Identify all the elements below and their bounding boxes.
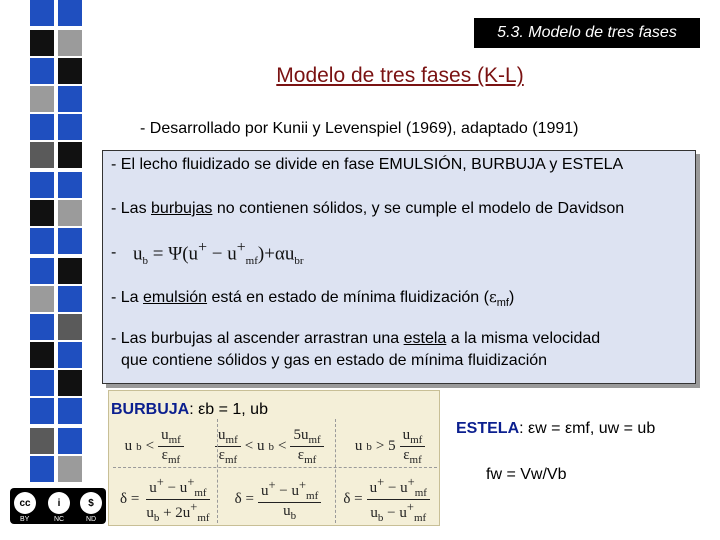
panel-line-phases: - El lecho fluidizado se divide en fase EMULSIÓN, BURBUJA y ESTELA bbox=[111, 156, 624, 173]
line4-close: ) bbox=[509, 289, 515, 306]
cc-logo-icon: cc bbox=[14, 492, 36, 514]
wake-relations: : εw = εmf, uw = ub bbox=[519, 420, 656, 437]
attribution-icon: i bbox=[48, 492, 70, 514]
regime-fast: u b > 5 $\frac{u_{mf}}{\varepsilon_{mf}}$ bbox=[355, 427, 425, 466]
delta-intermediate: δ = $\frac{u^+ - u^+_{mf}}{u_b}$ bbox=[235, 475, 322, 524]
regime-intermediate: $\frac{u_{mf}}{\varepsilon_{mf}}$ < u b < $\frac{5u_{mf}}{\varepsilon_{mf}}$ bbox=[215, 427, 324, 466]
panel-line-emulsion bbox=[111, 287, 514, 313]
license-label-nc: NC bbox=[54, 516, 65, 523]
bubble-conditions: : εb = 1, ub bbox=[189, 401, 268, 418]
panel-line-wake bbox=[111, 329, 600, 349]
wake-name: ESTELA bbox=[456, 420, 520, 437]
license-label-by: BY bbox=[20, 516, 30, 523]
bubble-heading bbox=[111, 401, 268, 419]
page-title: Modelo de tres fases (K-L) bbox=[276, 64, 524, 87]
panel-line-dash: - bbox=[111, 244, 117, 261]
wake-term: estela bbox=[403, 330, 447, 347]
cc-license-badge bbox=[10, 488, 106, 524]
bubble-name: BURBUJA bbox=[111, 401, 190, 418]
bubble-box bbox=[108, 390, 440, 526]
content-panel bbox=[102, 150, 696, 384]
epsilon-symbol: ε bbox=[488, 288, 497, 306]
license-label-nd: ND bbox=[86, 516, 97, 523]
davidson-equation: $u_b = \Psi(u^+ - u^+_{mf})+\alpha u_{br}$ bbox=[133, 239, 304, 268]
line4-suffix: está en estado de mínima fluidización ( bbox=[207, 289, 489, 306]
wake-conditions bbox=[456, 420, 655, 438]
equation-u: u bbox=[133, 243, 143, 265]
line5a-prefix: - Las burbujas al ascender arrastran una bbox=[111, 330, 404, 347]
delta-fast: δ = $\frac{u^+ - u^+_{mf}}{u_b - u^+_{mf}}$ bbox=[343, 475, 430, 524]
divider bbox=[113, 467, 437, 468]
panel-line-bubbles bbox=[111, 199, 624, 219]
panel-line-wake-2: que contiene sólidos y gas en estado de mínima fluidización bbox=[121, 352, 548, 369]
line5a-suffix: a la misma velocidad bbox=[446, 330, 601, 347]
line4-prefix: - La bbox=[111, 289, 144, 306]
delta-slow: δ = $\frac{u^+ - u^+_{mf}}{u_b + 2u^+_{mf}}$ bbox=[120, 475, 210, 524]
line2-suffix: no contienen sólidos, y se cumple el modelo de Davidson bbox=[212, 200, 625, 217]
regime-slow: u b < $\frac{u_{mf}}{\varepsilon_{mf}}$ bbox=[125, 427, 184, 466]
noncommercial-icon: $ bbox=[80, 492, 102, 514]
subtitle: - Desarrollado por Kunii y Levenspiel (1969), adaptado (1991) bbox=[140, 120, 579, 137]
delta-expressions bbox=[109, 475, 441, 524]
bubbles-term: burbujas bbox=[151, 200, 213, 217]
emulsion-term: emulsión bbox=[143, 289, 208, 306]
wake-fraction: fw = Vw/Vb bbox=[486, 466, 567, 483]
epsilon-subscript: mf bbox=[496, 297, 509, 310]
section-tag: 5.3. Modelo de tres fases bbox=[474, 18, 700, 48]
decorative-strip bbox=[0, 0, 80, 540]
velocity-regimes bbox=[109, 427, 441, 466]
line2-prefix: - Las bbox=[111, 200, 152, 217]
